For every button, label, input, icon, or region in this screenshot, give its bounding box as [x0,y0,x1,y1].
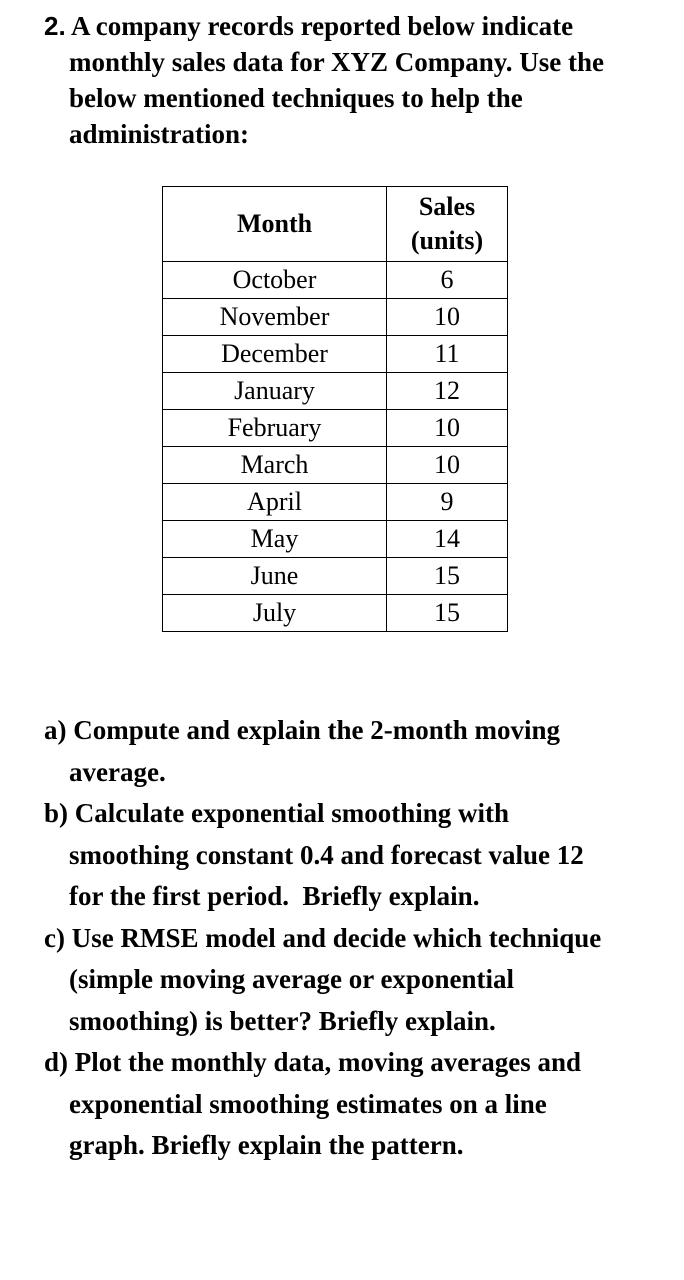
question-line-2: monthly sales data for XYZ Company. Use the [69,47,605,77]
sales-cell: 15 [387,558,508,595]
month-cell: March [163,447,387,484]
header-sales-line-1: Sales [418,192,476,221]
part-line: average. [69,756,166,787]
table-row [163,595,508,632]
sales-cell: 9 [387,484,508,521]
part-line: exponential smoothing estimates on a line [69,1088,547,1119]
part-label: a) [44,715,67,745]
month-cell: June [163,558,387,595]
part-line: smoothing) is better? Briefly explain. [69,1005,496,1036]
sales-cell: 12 [387,373,508,410]
question-text [44,8,664,152]
sales-table [162,186,508,632]
part-label: d) [44,1047,69,1077]
table-row [163,373,508,410]
table-row [163,410,508,447]
part-label: b) [44,798,69,828]
table-row [163,447,508,484]
part-line: Use RMSE model and decide which technique [71,922,602,953]
table-row [163,521,508,558]
month-cell: October [163,262,387,299]
month-cell: January [163,373,387,410]
month-cell: December [163,336,387,373]
question-line-4: administration: [69,119,250,149]
part-label: c) [44,922,65,953]
part-b [44,793,664,918]
month-cell: November [163,299,387,336]
table-row [163,262,508,299]
month-cell: April [163,484,387,521]
header-sales [387,187,508,262]
table-row [163,299,508,336]
sales-cell: 6 [387,262,508,299]
sales-cell: 10 [387,299,508,336]
question-line-3: below mentioned techniques to help the [69,83,523,113]
sales-cell: 10 [387,447,508,484]
question-number: 2. [44,11,66,41]
question-parts [44,710,664,1167]
part-a [44,710,664,793]
header-sales-line-2: (units) [410,226,484,255]
table-row [163,336,508,373]
part-line: Compute and explain the 2-month moving [73,715,561,745]
month-cell: May [163,521,387,558]
part-d [44,1042,664,1167]
sales-cell: 15 [387,595,508,632]
part-line: (simple moving average or exponential [69,964,514,994]
table-row [163,484,508,521]
part-line: graph. Briefly explain the pattern. [69,1130,464,1160]
table-row [163,558,508,595]
table-header-row [163,187,508,262]
part-line: for the first period. Briefly explain. [69,881,480,911]
month-cell: July [163,595,387,632]
part-c [44,918,664,1043]
part-line: Calculate exponential smoothing with [74,798,510,828]
header-month: Month [163,187,387,262]
month-cell: February [163,410,387,447]
question-line-1: A company records reported below indicate [70,11,574,41]
part-line: Plot the monthly data, moving averages and [74,1047,582,1077]
sales-cell: 11 [387,336,508,373]
sales-cell: 14 [387,521,508,558]
sales-cell: 10 [387,410,508,447]
part-line: smoothing constant 0.4 and forecast value 12 [69,839,584,870]
